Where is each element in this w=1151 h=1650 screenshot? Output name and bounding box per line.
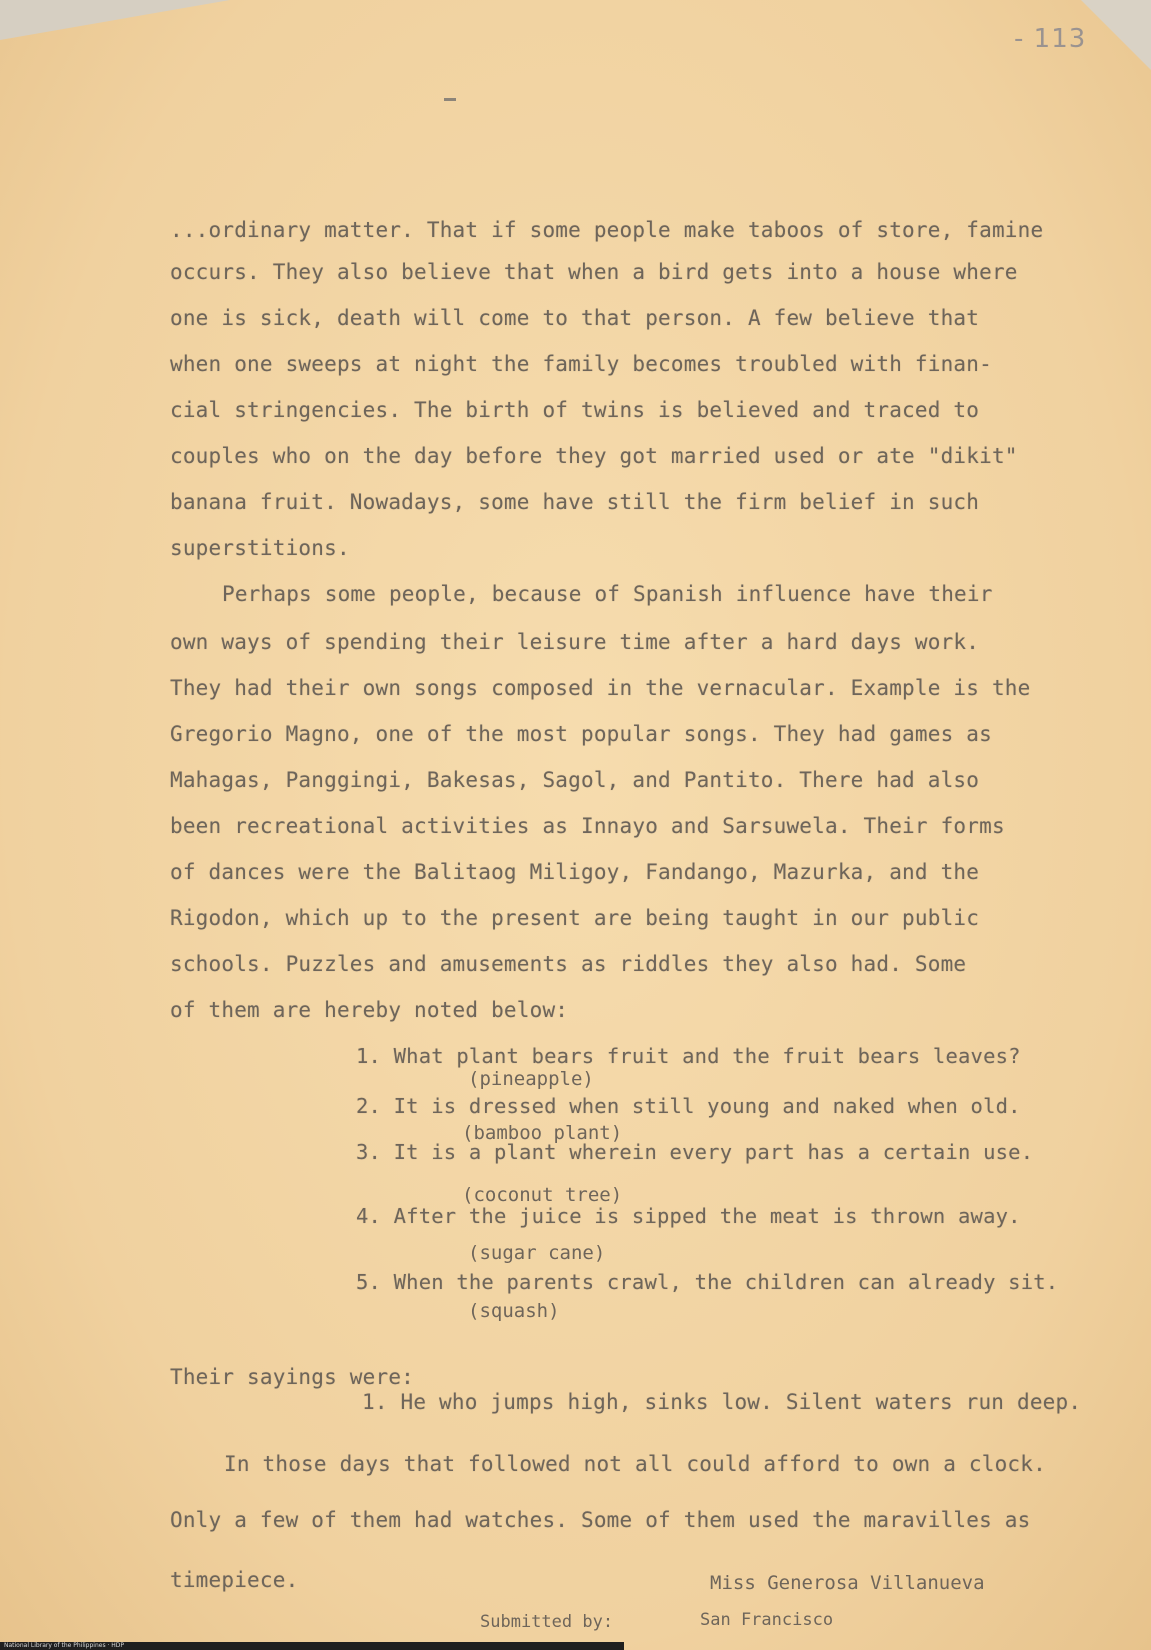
riddle-item: 3. It is a plant wherein every part has a certain use. — [356, 1140, 1034, 1164]
text-line: Perhaps some people, because of Spanish influence have their — [222, 582, 993, 606]
text-line: schools. Puzzles and amusements as riddles they also had. Some — [170, 952, 967, 976]
author-name: Miss Generosa Villanueva — [710, 1572, 985, 1594]
sayings-heading: Their sayings were: — [170, 1365, 415, 1389]
submitted-label: Submitted by: — [480, 1612, 614, 1632]
header-dash — [444, 98, 456, 101]
text-line: when one sweeps at night the family becomes troubled with finan- — [170, 352, 992, 376]
riddle-answer: (squash) — [468, 1300, 560, 1322]
riddle-item: 1. What plant bears fruit and the fruit bears leaves? — [356, 1044, 1021, 1068]
text-line: ...ordinary matter. That if some people make taboos of store, famine — [170, 218, 1044, 242]
riddle-answer: (pineapple) — [468, 1068, 594, 1090]
text-line: superstitions. — [170, 536, 350, 560]
author-place: San Francisco — [700, 1610, 834, 1630]
riddle-item: 5. When the parents crawl, the children can already sit. — [356, 1270, 1059, 1294]
text-line: own ways of spending their leisure time after a hard days work. — [170, 630, 980, 654]
text-line: In those days that followed not all could afford to own a clock. — [224, 1452, 1046, 1476]
text-line: been recreational activities as Innayo and Sarsuwela. Their forms — [170, 814, 1005, 838]
text-line: of dances were the Balitaog Miligoy, Fandango, Mazurka, and the — [170, 860, 980, 884]
folded-corner — [1081, 0, 1151, 70]
saying-item: 1. He who jumps high, sinks low. Silent waters run deep. — [362, 1390, 1082, 1414]
text-line: banana fruit. Nowadays, some have still the firm belief in such — [170, 490, 980, 514]
text-line: occurs. They also believe that when a bird gets into a house where — [170, 260, 1018, 284]
text-line: Rigodon, which up to the present are being taught in our public — [170, 906, 980, 930]
torn-corner — [0, 0, 230, 40]
text-line: Gregorio Magno, one of the most popular songs. They had games as — [170, 722, 992, 746]
riddle-answer: (coconut tree) — [462, 1184, 623, 1206]
text-line: Only a few of them had watches. Some of them used the maravilles as — [170, 1508, 1031, 1532]
riddle-answer: (sugar cane) — [468, 1242, 606, 1264]
riddle-item: 4. After the juice is sipped the meat is thrown away. — [356, 1204, 1021, 1228]
text-line: timepiece. — [170, 1568, 299, 1592]
text-line: Mahagas, Panggingi, Bakesas, Sagol, and Pantito. There had also — [170, 768, 980, 792]
riddle-answer: (bamboo plant) — [462, 1122, 623, 1144]
text-line: They had their own songs composed in the vernacular. Example is the — [170, 676, 1031, 700]
text-line: cial stringencies. The birth of twins is believed and traced to — [170, 398, 980, 422]
archive-footer: National Library of the Philippines · HDP — [0, 1642, 624, 1650]
text-line: one is sick, death will come to that person. A few believe that — [170, 306, 980, 330]
text-line: of them are hereby noted below: — [170, 998, 569, 1022]
text-line: couples who on the day before they got married used or ate "dikit" — [170, 444, 1018, 468]
riddle-item: 2. It is dressed when still young and naked when old. — [356, 1094, 1021, 1118]
page-number: - 113 — [1014, 24, 1087, 54]
